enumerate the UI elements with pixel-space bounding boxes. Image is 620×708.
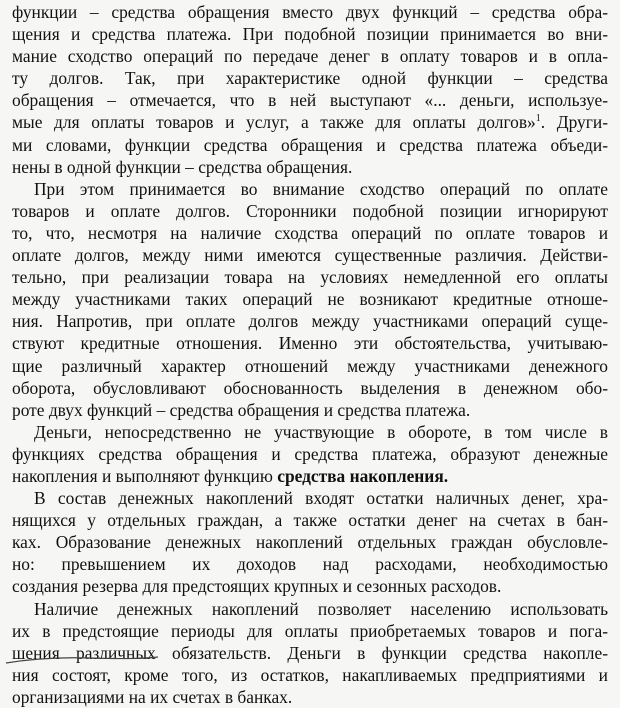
bold-term: средства накопления. [277, 465, 449, 486]
text-line: В состав денежных накоплений входят остатки наличных денег, хра- [34, 488, 608, 509]
text-line: щения и средства платежа. При подобной позиции принимается во вни- [12, 24, 608, 45]
text-line: обращения – отмечается, что в ней выступают «... деньги, используе- [12, 90, 608, 111]
text-line: нены в одной функции – средства обращения. [12, 156, 353, 177]
text-segment: мые для оплаты товаров и услуг, а также для оплаты долгов» [12, 112, 536, 133]
text-line: ствуют кредитные отношения. Именно эти обстоятельства, учитываю- [12, 333, 608, 354]
text-line: между участниками таких операций не возникают кредитные отноше- [12, 289, 608, 310]
text-line: оборота, обусловливают обоснованность выделения в денежном обо- [12, 377, 608, 398]
text-line: нящихся у отдельных граждан, а также остатки денег на счетах в бан- [12, 510, 608, 531]
text-line [12, 111, 608, 133]
text-line: ках. Образование денежных накоплений отдельных граждан обусловле- [12, 532, 608, 553]
text-segment: накопления и выполняют функцию [12, 465, 278, 486]
text-line: функциях средства обращения и средства платежа, образуют денежные [12, 443, 608, 464]
text-line: то, что, несмотря на наличие сходства операций по оплате товаров и [12, 222, 608, 243]
text-segment: . Други- [540, 112, 608, 133]
text-line: При этом принимается во внимание сходство операций по оплате [34, 178, 608, 199]
text-line: функции – средства обращения вместо двух функций – средства обра- [12, 2, 608, 22]
text-line: организациями на их счетах в банках. [12, 686, 293, 707]
text-line: щие различный характер отношений между участниками денежного [12, 355, 608, 376]
text-line: оплате долгов, между ними имеются существенные различия. Действи- [12, 245, 608, 266]
text-line: роте двух функций – средства обращения и средства платежа. [12, 399, 471, 420]
text-line: Деньги, непосредственно не участвующие в обороте, в том числе в [34, 421, 608, 442]
text-line: ми словами, функции средства обращения и средства платежа объеди- [12, 134, 608, 155]
text-line: ния состоят, кроме того, из остатков, накапливаемых предприятиями и [12, 664, 608, 685]
body-text [12, 1, 608, 708]
text-line: но: превышением их доходов над расходами, необходимостью [12, 554, 608, 575]
text-line: создания резерва для предстоящих крупных и сезонных расходов. [12, 576, 502, 597]
text-line: их в предстоящие периоды для оплаты приобретаемых товаров и пога- [12, 620, 608, 641]
text-line: ту долгов. Так, при характеристике одной функции – средства [12, 68, 608, 89]
text-line: шения различных обязательств. Деньги в функции средства накопле- [12, 642, 608, 663]
text-line [12, 465, 608, 487]
text-line: мание сходство операций по передаче денег в оплату товаров и в опла- [12, 46, 608, 67]
text-line: Наличие денежных накоплений позволяет населению использовать [34, 598, 608, 619]
text-line: ния. Напротив, при оплате долгов между участниками операций суще- [12, 311, 608, 332]
text-line: товаров и оплате долгов. Сторонники подобной позиции игнорируют [12, 200, 608, 221]
footnote-marker: 1 [535, 113, 541, 125]
text-line: тельно, при реализации товара на условиях немедленной его оплаты [12, 267, 608, 288]
